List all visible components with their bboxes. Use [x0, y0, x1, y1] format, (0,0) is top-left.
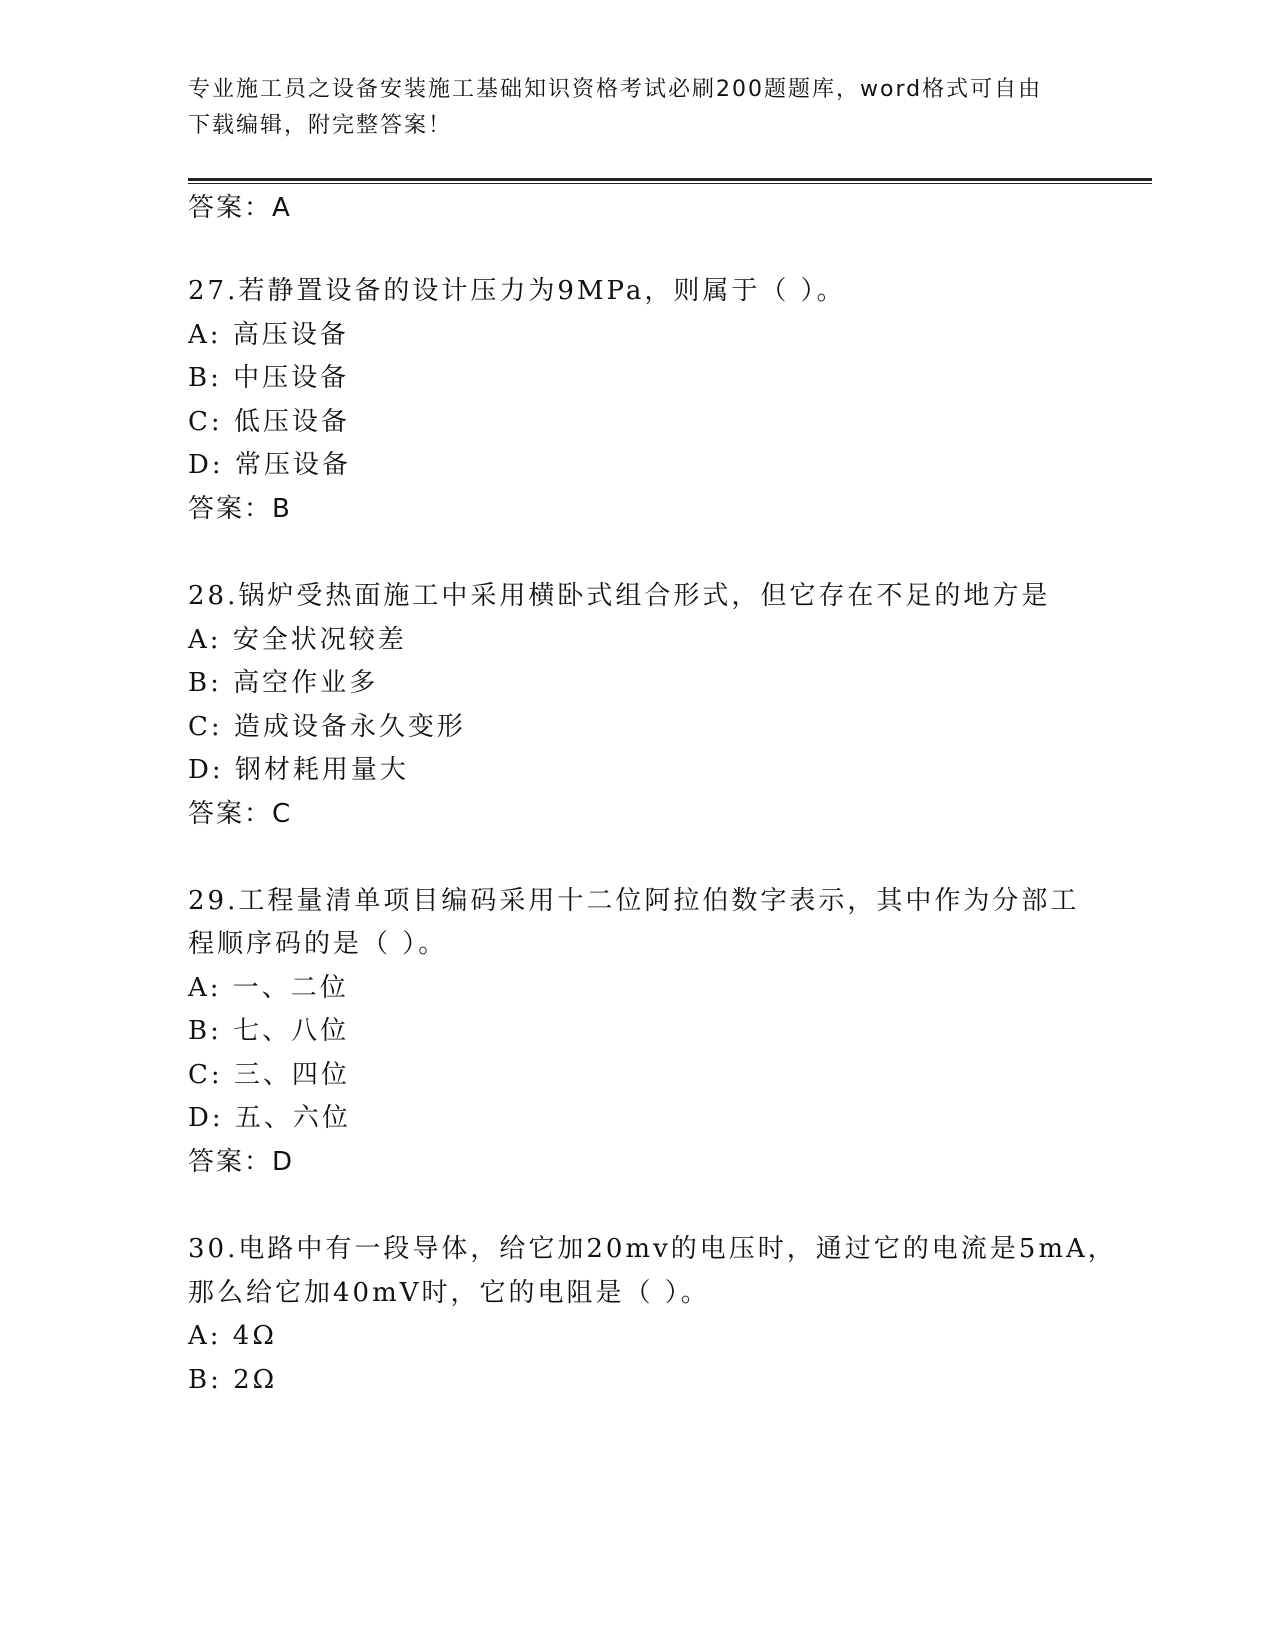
- header-line-1: 专业施工员之设备安装施工基础知识资格考试必刷200题题库，word格式可自由: [188, 77, 1043, 102]
- question-28-option-a: A: 安全状况较差: [188, 625, 407, 655]
- header-rule-thick: [188, 178, 1152, 181]
- question-29-stem-line-2: 程顺序码的是（ ）。: [188, 929, 448, 959]
- question-29-option-c: C: 三、四位: [188, 1060, 350, 1090]
- question-28-answer: 答案：C: [188, 799, 293, 829]
- question-27-option-b: B: 中压设备: [188, 363, 350, 393]
- question-27-answer: 答案：B: [188, 494, 292, 524]
- question-28-option-c: C: 造成设备永久变形: [188, 712, 466, 742]
- question-27-stem: 27.若静置设备的设计压力为9MPa，则属于（ ）。: [188, 276, 846, 306]
- question-29-stem-line-1: 29.工程量清单项目编码采用十二位阿拉伯数字表示，其中作为分部工: [188, 886, 1080, 916]
- question-29-option-d: D: 五、六位: [188, 1103, 351, 1133]
- question-30-option-b: B: 2Ω: [188, 1365, 278, 1395]
- question-29-option-a: A: 一、二位: [188, 973, 349, 1003]
- answer-line: 答案：A: [188, 193, 292, 223]
- question-28-option-d: D: 钢材耗用量大: [188, 755, 409, 785]
- question-30-option-a: A: 4Ω: [188, 1321, 277, 1351]
- question-30-stem-line-2: 那么给它加40mV时，它的电阻是（ ）。: [188, 1278, 710, 1308]
- question-28-stem: 28.锅炉受热面施工中采用横卧式组合形式，但它存在不足的地方是: [188, 581, 1051, 611]
- question-27-option-d: D: 常压设备: [188, 450, 351, 480]
- header-line-2: 下载编辑，附完整答案！: [188, 113, 453, 138]
- question-30-stem-line-1: 30.电路中有一段导体，给它加20mv的电压时，通过它的电流是5mA，: [188, 1234, 1117, 1264]
- document-header: [188, 72, 1068, 144]
- question-27-option-a: A: 高压设备: [188, 320, 349, 350]
- question-29-option-b: B: 七、八位: [188, 1016, 350, 1046]
- question-28-option-b: B: 高空作业多: [188, 668, 379, 698]
- question-29-answer: 答案：D: [188, 1147, 295, 1177]
- question-27-option-c: C: 低压设备: [188, 407, 350, 437]
- header-rule-thin: [188, 183, 1152, 184]
